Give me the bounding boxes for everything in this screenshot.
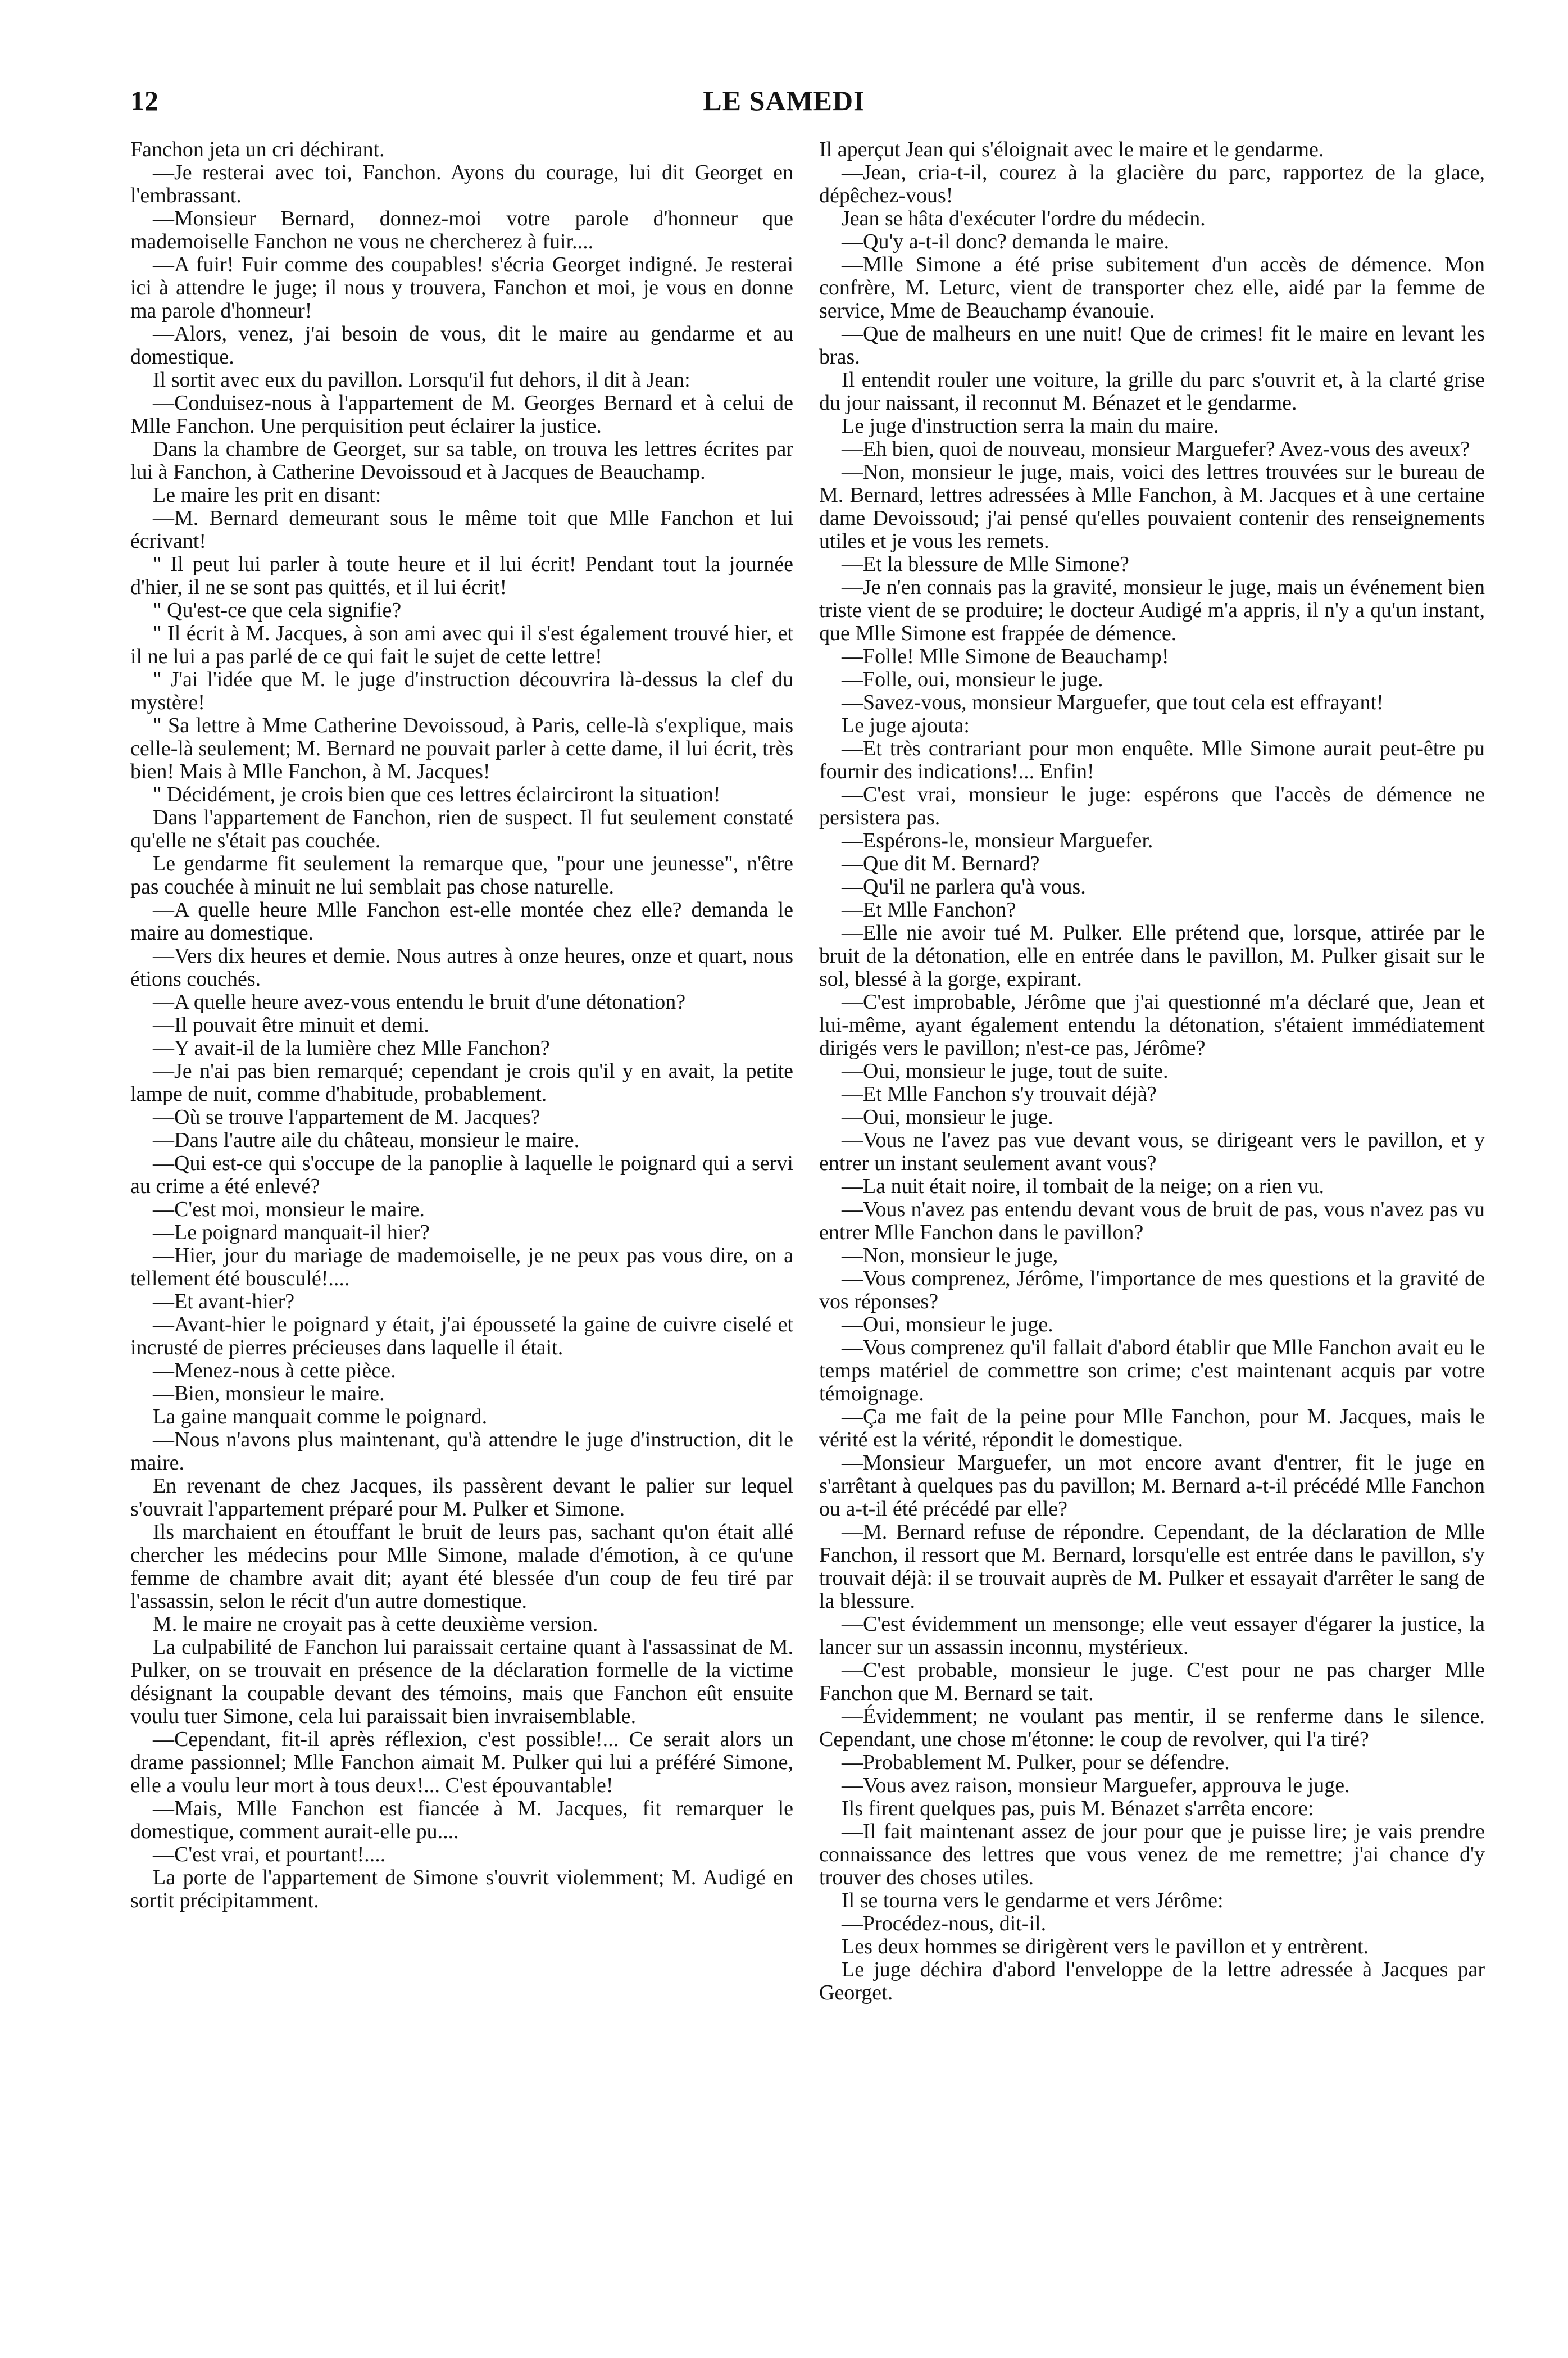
paragraph: —Il pouvait être minuit et demi. bbox=[153, 1013, 429, 1037]
paragraph: —Conduisez-nous à l'appartement de M. Georges Bernard et à celui de Mlle Fanchon. Une perquisition peut éclairer la justice. bbox=[130, 391, 793, 438]
paragraph: —Procédez-nous, dit-il. bbox=[842, 1912, 1047, 1935]
paragraph: —Savez-vous, monsieur Marguefer, que tout cela est effrayant! bbox=[842, 691, 1384, 714]
paragraph: Les deux hommes se dirigèrent vers le pavillon et y entrèrent. bbox=[842, 1935, 1369, 1958]
paragraph: En revenant de chez Jacques, ils passèrent devant le palier sur lequel s'ouvrait l'appartement préparé pour M. Pulker et Simone. bbox=[130, 1474, 793, 1521]
paragraph: —C'est improbable, Jérôme que j'ai questionné m'a déclaré que, Jean et lui-même, ayant également entendu la détonation, s'étaient immédiatement dirigés vers le pavillon; n'est-ce pas, Jérôme? bbox=[819, 990, 1485, 1060]
paragraph: —Et très contrariant pour mon enquête. Mlle Simone aurait peut-être pu fournir des indications!... Enfin! bbox=[819, 737, 1485, 783]
paragraph: —Non, monsieur le juge, mais, voici des lettres trouvées sur le bureau de M. Bernard, lettres adressées à Mlle Fanchon, à M. Jacques et à une certaine dame Devoissoud; j'ai pensé qu'elles pouvaient contenir des renseignements utiles et je vous les remets. bbox=[819, 460, 1485, 553]
paragraph: —C'est vrai, monsieur le juge: espérons que l'accès de démence ne persistera pas. bbox=[819, 783, 1485, 829]
paragraph: Dans l'appartement de Fanchon, rien de suspect. Il fut seulement constaté qu'elle ne s'était pas couchée. bbox=[130, 806, 793, 852]
paragraph: —Évidemment; ne voulant pas mentir, il se renferme dans le silence. Cependant, une chose m'étonne: le coup de revolver, qui l'a tiré? bbox=[819, 1704, 1485, 1751]
paragraph: —Avant-hier le poignard y était, j'ai épousseté la gaine de cuivre ciselé et incrusté de pierres précieuses dans laquelle il était. bbox=[130, 1313, 793, 1359]
paragraph: —Il fait maintenant assez de jour pour que je puisse lire; je vais prendre connaissance des lettres que vous venez de me remettre; j'ai chance d'y trouver des choses utiles. bbox=[819, 1820, 1485, 1889]
paragraph: Il aperçut Jean qui s'éloignait avec le maire et le gendarme. bbox=[819, 138, 1324, 161]
paragraph: Le gendarme fit seulement la remarque que, "pour une jeunesse", n'être pas couchée à minuit ne lui semblait pas chose naturelle. bbox=[130, 852, 793, 899]
paragraph: —Y avait-il de la lumière chez Mlle Fanchon? bbox=[153, 1036, 550, 1060]
paragraph: —Mlle Simone a été prise subitement d'un accès de démence. Mon confrère, M. Leturc, vient de transporter chez elle, aidé par la femme de service, Mme de Beauchamp évanouie. bbox=[819, 253, 1485, 323]
paragraph: —Je n'en connais pas la gravité, monsieur le juge, mais un événement bien triste vient de se produire; le docteur Audigé m'a appris, il n'y a qu'un instant, que Mlle Simone est frappée de démence. bbox=[819, 575, 1485, 645]
paragraph: —Oui, monsieur le juge. bbox=[842, 1313, 1053, 1336]
paragraph: La porte de l'appartement de Simone s'ouvrit violemment; M. Audigé en sortit précipitamment. bbox=[130, 1866, 793, 1912]
paragraph: Le juge d'instruction serra la main du maire. bbox=[842, 414, 1219, 438]
paragraph: Le maire les prit en disant: bbox=[153, 483, 381, 507]
paragraph: —Menez-nous à cette pièce. bbox=[153, 1359, 396, 1382]
paragraph: —Monsieur Bernard, donnez-moi votre parole d'honneur que mademoiselle Fanchon ne vous ne chercherez à fuir.... bbox=[130, 207, 793, 253]
paragraph: —C'est vrai, et pourtant!.... bbox=[153, 1843, 386, 1866]
paragraph: —A quelle heure avez-vous entendu le bruit d'une détonation? bbox=[153, 990, 686, 1014]
paragraph: —Et Mlle Fanchon s'y trouvait déjà? bbox=[842, 1082, 1157, 1106]
paragraph: —A fuir! Fuir comme des coupables! s'écria Georget indigné. Je resterai ici à attendre le juge; il nous y trouvera, Fanchon et moi, je vous en donne ma parole d'honneur! bbox=[130, 253, 793, 323]
paragraph: M. le maire ne croyait pas à cette deuxième version. bbox=[153, 1612, 598, 1636]
paragraph: —Probablement M. Pulker, pour se défendre. bbox=[842, 1751, 1230, 1774]
paragraph: —Je n'ai pas bien remarqué; cependant je crois qu'il y en avait, la petite lampe de nuit, comme d'habitude, probablement. bbox=[130, 1059, 793, 1106]
paragraph: —Cependant, fit-il après réflexion, c'est possible!... Ce serait alors un drame passionnel; Mlle Fanchon aimait M. Pulker qui lui a préféré Simone, elle a voulu leur mort à tous deux!... C'est épouvantable! bbox=[130, 1727, 793, 1797]
paragraph: —Folle! Mlle Simone de Beauchamp! bbox=[842, 645, 1169, 668]
paragraph: —Qui est-ce qui s'occupe de la panoplie à laquelle le poignard qui a servi au crime a été enlevé? bbox=[130, 1151, 793, 1198]
paragraph: Fanchon jeta un cri déchirant. bbox=[130, 138, 385, 161]
paragraph: —Oui, monsieur le juge. bbox=[842, 1105, 1053, 1129]
paragraph: —Je resterai avec toi, Fanchon. Ayons du courage, lui dit Georget en l'embrassant. bbox=[130, 161, 793, 207]
paragraph: —Eh bien, quoi de nouveau, monsieur Marguefer? Avez-vous des aveux? bbox=[842, 437, 1470, 461]
paragraph: —Et la blessure de Mlle Simone? bbox=[842, 552, 1129, 576]
paragraph: —Vous ne l'avez pas vue devant vous, se dirigeant vers le pavillon, et y entrer un instant seulement avant vous? bbox=[819, 1128, 1485, 1175]
paragraph: —Et Mlle Fanchon? bbox=[842, 898, 1016, 922]
paragraph: —Où se trouve l'appartement de M. Jacques? bbox=[153, 1105, 540, 1129]
paragraph: —Vous comprenez qu'il fallait d'abord établir que Mlle Fanchon avait eu le temps matériel de commettre son crime; c'est maintenant acquis par votre témoignage. bbox=[819, 1336, 1485, 1405]
paragraph: Il sortit avec eux du pavillon. Lorsqu'il fut dehors, il dit à Jean: bbox=[153, 368, 690, 392]
paragraph: " Décidément, je crois bien que ces lettres éclairciront la situation! bbox=[153, 783, 721, 806]
paragraph: —Et avant-hier? bbox=[153, 1290, 295, 1313]
paragraph: —Hier, jour du mariage de mademoiselle, je ne peux pas vous dire, on a tellement été bousculé!.... bbox=[130, 1244, 793, 1290]
paragraph: —Espérons-le, monsieur Marguefer. bbox=[842, 829, 1153, 852]
paragraph: —Vous comprenez, Jérôme, l'importance de mes questions et la gravité de vos réponses? bbox=[819, 1267, 1485, 1313]
paragraph: —Monsieur Marguefer, un mot encore avant d'entrer, fit le juge en s'arrêtant à quelques pas du pavillon; M. Bernard a-t-il précédé Mlle Fanchon ou a-t-il été précédé par elle? bbox=[819, 1451, 1485, 1521]
paragraph: Le juge ajouta: bbox=[842, 714, 970, 737]
left-column bbox=[130, 138, 793, 1912]
paragraph: —C'est moi, monsieur le maire. bbox=[153, 1198, 425, 1221]
paragraph: —Mais, Mlle Fanchon est fiancée à M. Jacques, fit remarquer le domestique, comment aurait-elle pu.... bbox=[130, 1797, 793, 1843]
paragraph: —Dans l'autre aile du château, monsieur le maire. bbox=[153, 1128, 580, 1152]
paragraph: —Vous avez raison, monsieur Marguefer, approuva le juge. bbox=[842, 1774, 1350, 1797]
paragraph: " Sa lettre à Mme Catherine Devoissoud, à Paris, celle-là s'explique, mais celle-là seulement; M. Bernard ne pouvait parler à cette dame, il lui écrit, très bien! Mais à Mlle Fanchon, à M. Jacques! bbox=[130, 714, 793, 783]
paragraph: —M. Bernard demeurant sous le même toit que Mlle Fanchon et lui écrivant! bbox=[130, 506, 793, 553]
paragraph: Jean se hâta d'exécuter l'ordre du médecin. bbox=[842, 207, 1206, 230]
paragraph: La culpabilité de Fanchon lui paraissait certaine quant à l'assassinat de M. Pulker, on se trouvait en présence de la déclaration formelle de la victime désignant la coupable devant des témoins, mais que Fanchon eût ensuite voulu tuer Simone, cela lui paraissait bien invraisemblable. bbox=[130, 1635, 793, 1728]
paragraph: —Elle nie avoir tué M. Pulker. Elle prétend que, lorsque, attirée par le bruit de la détonation, elle en entrée dans le pavillon, M. Pulker gisait sur le sol, blessé à la gorge, expirant. bbox=[819, 921, 1485, 991]
paragraph: —Bien, monsieur le maire. bbox=[153, 1382, 385, 1405]
paragraph: La gaine manquait comme le poignard. bbox=[153, 1405, 488, 1429]
paragraph: —Que dit M. Bernard? bbox=[842, 852, 1040, 876]
paragraph: —C'est probable, monsieur le juge. C'est pour ne pas charger Mlle Fanchon que M. Bernard se tait. bbox=[819, 1658, 1485, 1705]
paragraph: —La nuit était noire, il tombait de la neige; on a rien vu. bbox=[842, 1175, 1324, 1198]
right-column bbox=[819, 138, 1485, 2005]
paragraph: —Oui, monsieur le juge, tout de suite. bbox=[842, 1059, 1169, 1083]
paragraph: —Folle, oui, monsieur le juge. bbox=[842, 668, 1103, 691]
page-number: 12 bbox=[130, 85, 158, 116]
paragraph: —Qu'y a-t-il donc? demanda le maire. bbox=[842, 230, 1169, 253]
paragraph: —A quelle heure Mlle Fanchon est-elle montée chez elle? demanda le maire au domestique. bbox=[130, 898, 793, 945]
paragraph: Ils marchaient en étouffant le bruit de leurs pas, sachant qu'on était allé chercher les médecins pour Mlle Simone, malade d'émotion, à ce qu'une femme de chambre avait dit; ayant été blessée d'un coup de feu tiré par l'assassin, selon le récit d'un autre domestique. bbox=[130, 1520, 793, 1613]
paragraph: —Jean, cria-t-il, courez à la glacière du parc, rapportez de la glace, dépêchez-vous! bbox=[819, 161, 1485, 207]
paragraph: " J'ai l'idée que M. le juge d'instruction découvrira là-dessus la clef du mystère! bbox=[130, 668, 793, 714]
paragraph: " Qu'est-ce que cela signifie? bbox=[153, 598, 402, 622]
paragraph: —M. Bernard refuse de répondre. Cependant, de la déclaration de Mlle Fanchon, il ressort que M. Bernard, lorsqu'elle est entrée dans le pavillon, s'y trouvait déjà: il se trouvait auprès de M. Pulker et essayait d'arrêter le sang de la blessure. bbox=[819, 1520, 1485, 1613]
paragraph: —Ça me fait de la peine pour Mlle Fanchon, pour M. Jacques, mais le vérité est la vérité, répondit le domestique. bbox=[819, 1405, 1485, 1452]
paragraph: Il entendit rouler une voiture, la grille du parc s'ouvrit et, à la clarté grise du jour naissant, il reconnut M. Bénazet et le gendarme. bbox=[819, 368, 1485, 415]
paragraph: —Le poignard manquait-il hier? bbox=[153, 1221, 430, 1244]
paragraph: —Qu'il ne parlera qu'à vous. bbox=[842, 875, 1086, 899]
paragraph: —Nous n'avons plus maintenant, qu'à attendre le juge d'instruction, dit le maire. bbox=[130, 1428, 793, 1475]
paragraph: " Il écrit à M. Jacques, à son ami avec qui il s'est également trouvé hier, et il ne lui a pas parlé de ce qui fait le sujet de cette lettre! bbox=[130, 622, 793, 668]
paragraph: Dans la chambre de Georget, sur sa table, on trouva les lettres écrites par lui à Fanchon, à Catherine Devoissoud et à Jacques de Beauchamp. bbox=[130, 437, 793, 484]
paragraph: Le juge déchira d'abord l'enveloppe de la lettre adressée à Jacques par Georget. bbox=[819, 1958, 1485, 2005]
paragraph: Il se tourna vers le gendarme et vers Jérôme: bbox=[842, 1889, 1224, 1912]
paragraph: —Vous n'avez pas entendu devant vous de bruit de pas, vous n'avez pas vu entrer Mlle Fanchon dans le pavillon? bbox=[819, 1198, 1485, 1244]
paragraph: —Que de malheurs en une nuit! Que de crimes! fit le maire en levant les bras. bbox=[819, 322, 1485, 369]
paragraph: Ils firent quelques pas, puis M. Bénazet s'arrêta encore: bbox=[842, 1797, 1314, 1820]
paragraph: —Vers dix heures et demie. Nous autres à onze heures, onze et quart, nous étions couchés. bbox=[130, 944, 793, 991]
paragraph: —Alors, venez, j'ai besoin de vous, dit le maire au gendarme et au domestique. bbox=[130, 322, 793, 369]
publication-title: LE SAMEDI bbox=[703, 85, 865, 116]
paragraph: " Il peut lui parler à toute heure et il lui écrit! Pendant tout la journée d'hier, il ne se sont pas quittés, et il lui écrit! bbox=[130, 552, 793, 599]
paragraph: —Non, monsieur le juge, bbox=[842, 1244, 1058, 1267]
paragraph: —C'est évidemment un mensonge; elle veut essayer d'égarer la justice, la lancer sur un assassin inconnu, mystérieux. bbox=[819, 1612, 1485, 1659]
